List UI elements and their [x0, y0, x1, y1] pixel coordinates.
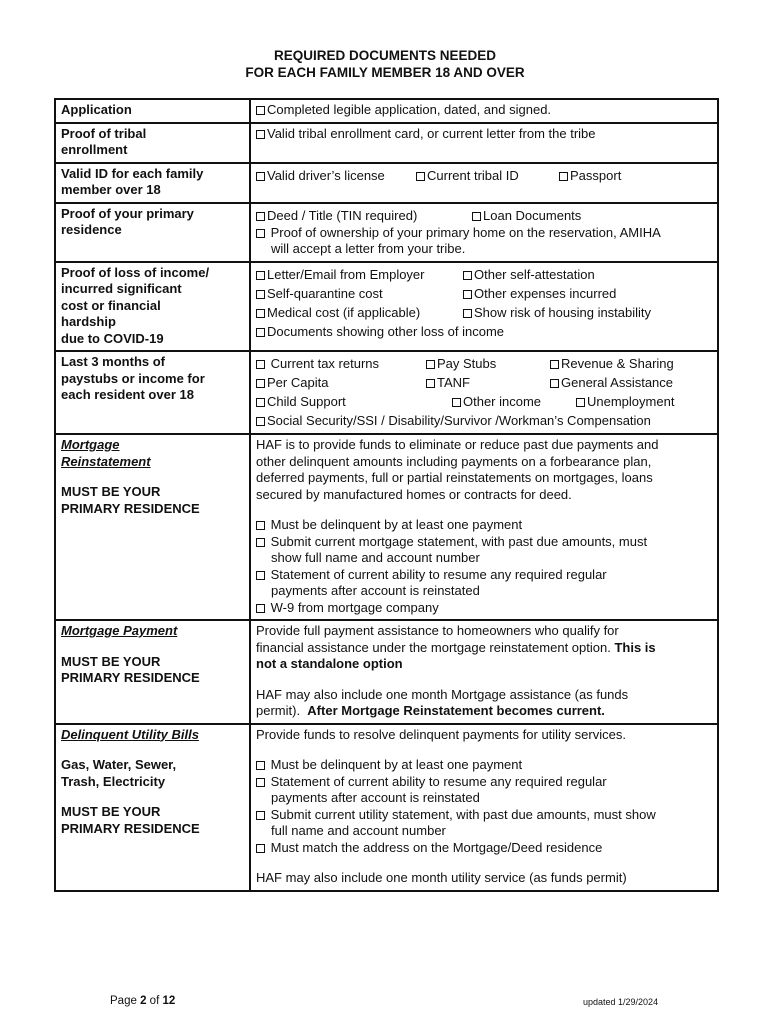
label-text: residence — [61, 222, 122, 237]
checkbox-icon[interactable] — [256, 778, 265, 787]
title-line-1: REQUIRED DOCUMENTS NEEDED — [273, 48, 497, 63]
checkbox-label-continued: full name and account number — [271, 823, 446, 838]
checkbox-label-continued: payments after account is reinstated — [271, 583, 480, 598]
label-tribal-enrollment — [55, 123, 250, 163]
checkbox-icon[interactable] — [256, 106, 265, 115]
checkbox-icon[interactable] — [452, 398, 461, 407]
checkbox-label-continued: show full name and account number — [271, 550, 480, 565]
checkbox-item[interactable] — [472, 206, 581, 225]
checkbox-item[interactable] — [256, 600, 713, 617]
checkbox-label: Completed legible application, dated, and signed. — [267, 102, 552, 117]
checkbox-label: Show risk of housing instability — [474, 304, 652, 320]
label-text: enrollment — [61, 142, 128, 157]
checkbox-label: Deed / Title (TIN required) — [267, 207, 418, 223]
checkbox-item[interactable] — [550, 373, 673, 392]
checkbox-icon[interactable] — [256, 811, 265, 820]
content-mortgage-reinstatement — [250, 434, 718, 620]
label-text: Proof of your primary — [61, 205, 194, 221]
checkbox-label: Other self-attestation — [474, 266, 595, 282]
paragraph-line: HAF is to provide funds to eliminate or reduce past due payments and — [256, 437, 659, 452]
checkbox-icon[interactable] — [256, 571, 265, 580]
title-line-2: FOR EACH FAMILY MEMBER 18 AND OVER — [245, 65, 525, 80]
checkbox-item[interactable] — [256, 166, 416, 185]
content-primary-residence — [250, 203, 718, 262]
checkbox-icon[interactable] — [256, 761, 265, 770]
option-line — [256, 166, 713, 185]
page-of: of — [149, 995, 160, 1007]
paragraph-line: HAF may also include one month Mortgage assistance (as funds — [256, 686, 629, 702]
label-paystubs — [55, 351, 250, 434]
checkbox-icon[interactable] — [463, 309, 472, 318]
label-text: PRIMARY RESIDENCE — [61, 820, 200, 836]
checkbox-item[interactable] — [256, 322, 713, 341]
checkbox-label: Current tribal ID — [427, 167, 519, 183]
paragraph-line — [256, 640, 713, 657]
checkbox-item[interactable] — [256, 225, 713, 242]
label-text: paystubs or income for — [61, 370, 205, 386]
checkbox-label-continued: will accept a letter from your tribe. — [271, 241, 466, 256]
checkbox-icon[interactable] — [256, 379, 265, 388]
option-line — [256, 373, 713, 392]
checkbox-label-continued: payments after account is reinstated — [271, 790, 480, 805]
row-tribal-enrollment — [55, 123, 718, 163]
checkbox-label: Must be delinquent by at least one payment — [270, 757, 523, 772]
checkbox-icon[interactable] — [256, 604, 265, 613]
checkbox-item[interactable] — [256, 303, 463, 322]
page-total: 12 — [162, 995, 176, 1007]
checkbox-item[interactable] — [463, 303, 651, 322]
label-text: Valid ID for each family — [61, 165, 204, 181]
checkbox-label: Documents showing other loss of income — [267, 323, 505, 339]
label-mortgage-payment — [55, 620, 250, 724]
label-text: Mortgage Payment — [61, 623, 178, 638]
row-paystubs — [55, 351, 718, 434]
emphasis-text: This is — [614, 639, 656, 655]
paragraph-line — [256, 703, 713, 720]
label-text: due to COVID-19 — [61, 330, 164, 346]
checkbox-icon[interactable] — [550, 360, 559, 369]
checkbox-icon[interactable] — [559, 172, 568, 181]
label-text: member over 18 — [61, 182, 161, 197]
label-application — [55, 99, 250, 123]
checkbox-icon[interactable] — [256, 212, 265, 221]
checkbox-label: General Assistance — [561, 375, 674, 390]
checkbox-label: Statement of current ability to resume any required regular — [270, 566, 607, 582]
label-text: PRIMARY RESIDENCE — [61, 500, 200, 516]
checkbox-icon[interactable] — [576, 398, 585, 407]
option-line — [256, 392, 713, 411]
option-line — [256, 303, 713, 322]
checkbox-label: Statement of current ability to resume any required regular — [270, 773, 607, 789]
checkbox-icon[interactable] — [472, 212, 481, 221]
label-text: MUST BE YOUR — [61, 804, 161, 819]
option-line — [256, 354, 713, 373]
checkbox-item[interactable] — [256, 126, 713, 143]
checkbox-item[interactable] — [550, 354, 674, 373]
label-text: cost or financial — [61, 297, 161, 313]
label-text: PRIMARY RESIDENCE — [61, 670, 200, 685]
checkbox-item[interactable] — [256, 757, 713, 774]
label-text: Last 3 months of — [61, 354, 166, 369]
paragraph-text: permit). — [256, 703, 301, 718]
label-text: hardship — [61, 314, 116, 329]
label-loss-of-income — [55, 262, 250, 352]
row-utility-bills — [55, 724, 718, 891]
paragraph-line: Provide full payment assistance to homeowners who qualify for — [256, 623, 619, 638]
checkbox-label: Must match the address on the Mortgage/Deed residence — [270, 839, 603, 855]
checkbox-label: Valid driver’s license — [267, 167, 385, 183]
page-number — [110, 995, 175, 1007]
label-text: Proof of tribal — [61, 125, 147, 141]
checkbox-item[interactable] — [416, 166, 559, 185]
label-text: incurred significant — [61, 281, 182, 296]
content-utility-bills — [250, 724, 718, 891]
checkbox-item[interactable] — [256, 206, 472, 225]
content-application — [250, 99, 718, 123]
checkbox-item[interactable] — [256, 517, 713, 534]
checkbox-icon[interactable] — [256, 290, 265, 299]
checkbox-label: Pay Stubs — [437, 356, 497, 371]
checkbox-label: Current tax returns — [270, 356, 379, 371]
checkbox-label: Medical cost (if applicable) — [267, 304, 421, 320]
label-utility-bills — [55, 724, 250, 891]
checkbox-item[interactable] — [256, 284, 463, 303]
content-valid-id — [250, 163, 718, 203]
checkbox-icon[interactable] — [256, 172, 265, 181]
paragraph-text: financial assistance under the mortgage reinstatement option. — [256, 639, 611, 655]
row-mortgage-reinstatement — [55, 434, 718, 620]
label-text: Delinquent Utility Bills — [61, 726, 199, 742]
checkbox-label: Letter/Email from Employer — [267, 266, 425, 282]
label-text: Mortgage — [61, 437, 120, 452]
checkbox-icon[interactable] — [426, 360, 435, 369]
label-text: Proof of loss of income/ — [61, 264, 210, 280]
checkbox-icon[interactable] — [256, 417, 265, 426]
paragraph-line: secured by manufactured homes or contracts for deed. — [256, 486, 572, 502]
row-primary-residence — [55, 203, 718, 262]
paragraph-line: Provide funds to resolve delinquent payments for utility services. — [256, 726, 626, 742]
checkbox-item[interactable] — [452, 392, 576, 411]
checkbox-icon[interactable] — [256, 398, 265, 407]
checkbox-label: Other expenses incurred — [474, 285, 617, 301]
checkbox-label: Child Support — [267, 394, 346, 409]
content-paystubs — [250, 351, 718, 434]
checkbox-item[interactable] — [256, 373, 426, 392]
checkbox-icon[interactable] — [256, 844, 265, 853]
checkbox-label: Other income — [463, 394, 542, 409]
emphasis-text: not a standalone option — [256, 656, 403, 671]
checkbox-item[interactable] — [559, 166, 621, 185]
content-mortgage-payment — [250, 620, 718, 724]
label-mortgage-reinstatement — [55, 434, 250, 620]
checkbox-label: Submit current mortgage statement, with past due amounts, must — [270, 533, 648, 549]
checkbox-item[interactable] — [256, 102, 713, 119]
checkbox-label: Revenue & Sharing — [561, 356, 674, 371]
checkbox-item[interactable] — [256, 265, 463, 284]
checkbox-label: Self-quarantine cost — [267, 285, 383, 301]
checkbox-icon[interactable] — [256, 130, 265, 139]
checkbox-label: Loan Documents — [483, 207, 582, 223]
checkbox-label: TANF — [437, 375, 470, 390]
checkbox-item[interactable] — [256, 354, 426, 373]
paragraph-line: HAF may also include one month utility service (as funds permit) — [256, 870, 627, 885]
checkbox-icon[interactable] — [463, 271, 472, 280]
checkbox-icon[interactable] — [256, 309, 265, 318]
checkbox-label: Passport — [570, 167, 622, 183]
checkbox-item[interactable] — [256, 774, 713, 791]
checkbox-icon[interactable] — [256, 360, 265, 369]
checkbox-label: Must be delinquent by at least one payment — [270, 517, 523, 532]
checkbox-item[interactable] — [256, 567, 713, 584]
updated-date: updated 1/29/2024 — [583, 997, 659, 1007]
emphasis-text: After Mortgage Reinstatement becomes current. — [307, 703, 605, 718]
checkbox-item[interactable] — [426, 373, 550, 392]
label-text: Reinstatement — [61, 453, 151, 469]
checkbox-item[interactable] — [256, 807, 713, 824]
paragraph-line: deferred payments, full or partial reinstatements on mortgages, loans — [256, 470, 653, 485]
checkbox-icon[interactable] — [256, 229, 265, 238]
checkbox-label: W-9 from mortgage company — [270, 599, 439, 615]
required-documents-table — [54, 98, 719, 892]
checkbox-item[interactable] — [256, 840, 713, 857]
row-application — [55, 99, 718, 123]
label-primary-residence — [55, 203, 250, 262]
label-text: Trash, Electricity — [61, 773, 166, 789]
checkbox-icon[interactable] — [256, 328, 265, 337]
checkbox-item[interactable] — [256, 411, 713, 430]
label-valid-id — [55, 163, 250, 203]
checkbox-label: Proof of ownership of your primary home on the reservation, AMIHA — [270, 224, 661, 240]
row-loss-of-income — [55, 262, 718, 352]
option-line — [256, 284, 713, 303]
page-current: 2 — [140, 995, 147, 1007]
checkbox-item[interactable] — [256, 534, 713, 551]
checkbox-item[interactable] — [463, 265, 595, 284]
page-prefix: Page — [110, 995, 137, 1007]
checkbox-label: Per Capita — [267, 375, 329, 390]
checkbox-icon[interactable] — [463, 290, 472, 299]
label-text: MUST BE YOUR — [61, 653, 161, 669]
label-text: each resident over 18 — [61, 387, 194, 402]
content-tribal-enrollment — [250, 123, 718, 163]
checkbox-icon[interactable] — [256, 521, 265, 530]
checkbox-item[interactable] — [576, 392, 674, 411]
row-valid-id — [55, 163, 718, 203]
content-loss-of-income — [250, 262, 718, 352]
checkbox-icon[interactable] — [550, 379, 559, 388]
checkbox-item[interactable] — [256, 392, 452, 411]
option-line — [256, 206, 713, 225]
option-line — [256, 265, 713, 284]
checkbox-label: Social Security/SSI / Disability/Survivor /Workman’s Compensation — [267, 413, 651, 428]
page-title — [0, 47, 770, 81]
checkbox-label: Unemployment — [587, 394, 675, 409]
checkbox-icon[interactable] — [256, 271, 265, 280]
label-text: Application — [61, 102, 132, 117]
checkbox-label: Submit current utility statement, with past due amounts, must show — [270, 806, 656, 822]
checkbox-icon[interactable] — [426, 379, 435, 388]
checkbox-item[interactable] — [463, 284, 616, 303]
paragraph-line: other delinquent amounts including payments on a forbearance plan, — [256, 453, 652, 469]
checkbox-item[interactable] — [426, 354, 550, 373]
checkbox-icon[interactable] — [416, 172, 425, 181]
checkbox-label: Valid tribal enrollment card, or current letter from the tribe — [267, 125, 596, 141]
label-text: Gas, Water, Sewer, — [61, 757, 177, 772]
checkbox-icon[interactable] — [256, 538, 265, 547]
label-text: MUST BE YOUR — [61, 484, 161, 499]
row-mortgage-payment — [55, 620, 718, 724]
